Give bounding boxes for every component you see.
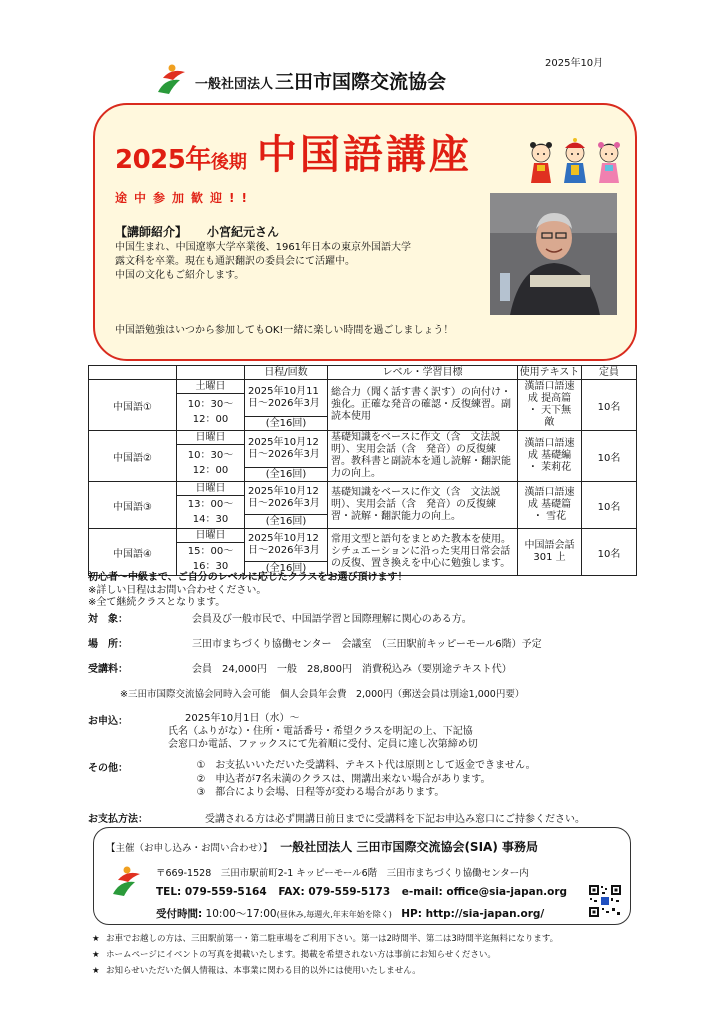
class-dates <box>245 482 328 515</box>
org-logo-icon <box>110 864 144 898</box>
time-start: 10：30～ <box>187 399 234 410</box>
class-name: 中国語② <box>89 431 177 482</box>
time-start: 13：00～ <box>187 499 234 510</box>
class-textbook <box>518 529 582 576</box>
contact-org: 一般社団法人 三田市国際交流協会(SIA) 事務局 <box>280 840 538 854</box>
other-item <box>190 759 536 773</box>
bio-line: 中国の文化もご紹介します。 <box>115 270 245 281</box>
class-level: 総合力（聞く話す書く訳す）の向付け・強化。正確な発音の確認・反復練習。副読本使用 <box>328 380 518 431</box>
other-label: その他： <box>88 763 128 774</box>
apply-row <box>88 712 128 727</box>
time-end: 12：00 <box>192 465 229 476</box>
fee-value-wrap <box>192 660 512 675</box>
fee-value: 会員 24,000円 一般 28,800円 消費税込み（要別途テキスト代） <box>192 664 512 675</box>
textbook-line: 漢語口語速 <box>524 438 575 449</box>
class-count: (全16回) <box>245 562 328 576</box>
note-schedule: ※詳しい日程はお問い合わせください。 <box>88 584 267 596</box>
class-day: 日曜日 <box>177 431 245 445</box>
target-value-wrap <box>192 610 472 625</box>
item-number: ② <box>196 773 206 785</box>
contact-tel: TEL: 079-559-5164 <box>156 886 267 898</box>
class-day: 日曜日 <box>177 529 245 543</box>
apply-date: 2025年10月1日（水）～ <box>185 713 300 724</box>
class-dates <box>245 529 328 562</box>
org-logo-icon <box>155 62 189 96</box>
textbook-line: 敵 <box>544 417 555 428</box>
class-level: 常用文型と語句をまとめた教本を使用。シチュエーションに沿った実用日常会話の反復、置き換えを中心に勉強します。 <box>328 529 518 576</box>
date-start: 2025年10月12 <box>248 437 319 448</box>
instructor-label: 【講師紹介】 <box>115 225 188 239</box>
footer-note <box>92 931 558 947</box>
join-welcome-text: 途中参加歓迎!! <box>115 191 254 205</box>
title-main: 中国語講座 <box>256 132 472 178</box>
class-count: (全16回) <box>245 468 328 482</box>
qr-code-icon[interactable] <box>588 884 622 918</box>
membership-note: ※三田市国際交流協会同時入会可能 個人会員年会費 2,000円（郵送会員は別途1,000円要） <box>120 689 525 700</box>
textbook-line: 成 基礎篇 <box>527 499 572 510</box>
textbook-line: 成 基礎編 <box>527 450 572 461</box>
textbook-line: ・ 雪花 <box>532 511 567 522</box>
class-capacity: 10名 <box>582 380 637 431</box>
class-dates <box>245 431 328 468</box>
time-end: 12：00 <box>192 414 229 425</box>
class-dates <box>245 380 328 417</box>
star-icon: ★ <box>92 934 100 944</box>
class-time <box>177 394 245 431</box>
footer-text: お知らせいただいた個人情報は、本事業に関わる目的以外には使用いたしません。 <box>106 966 421 976</box>
class-textbook <box>518 380 582 431</box>
issue-date: 2025年10月 <box>545 58 604 69</box>
textbook-line: 中国語会話 <box>524 540 575 551</box>
contact-hours-line <box>156 906 544 921</box>
table-row <box>89 482 637 496</box>
bio-line: 露文科を卒業。現在も通訳翻訳の委員会にて活躍中。 <box>115 256 355 267</box>
chinese-kids-illustration <box>525 135 625 187</box>
contact-phone-line <box>156 886 575 898</box>
table-header-cell: レベル・学習目標 <box>328 366 518 380</box>
class-day: 土曜日 <box>177 380 245 394</box>
fee-label: 受講料： <box>88 664 128 675</box>
textbook-line: ・ 茉莉花 <box>527 462 572 473</box>
table-header-cell: 定員 <box>582 366 637 380</box>
item-text: 申込者が7名未満のクラスは、開講出来ない場合があります。 <box>215 773 491 785</box>
contact-box <box>93 827 631 925</box>
class-day: 日曜日 <box>177 482 245 496</box>
target-row <box>88 610 128 625</box>
textbook-line: 成 提高篇 <box>527 393 572 404</box>
contact-email[interactable]: e-mail: office@sia-japan.org <box>401 886 568 898</box>
class-count: (全16回) <box>245 515 328 529</box>
class-level: 基礎知識をベースに作文（含 文法説明）、実用会話（含 発音）の反復練習。教科書と副読本を通し読解・翻訳能力の向上。 <box>328 431 518 482</box>
class-textbook <box>518 482 582 529</box>
footer-note <box>92 963 558 979</box>
table-header-cell <box>89 366 177 380</box>
title-year: 2025年 <box>115 145 211 175</box>
membership-note-wrap <box>120 686 524 700</box>
instructor-photo <box>490 193 617 315</box>
date-end: 日～2026年3月 <box>248 449 320 460</box>
class-capacity: 10名 <box>582 431 637 482</box>
table-row <box>89 431 637 445</box>
class-textbook <box>518 431 582 482</box>
textbook-line: 漢語口語速 <box>524 487 575 498</box>
time-end: 14：30 <box>192 514 229 525</box>
org-header <box>155 62 446 96</box>
schedule-table <box>88 365 637 576</box>
textbook-line: 301 上 <box>533 552 566 563</box>
time-start: 15：00～ <box>187 546 234 557</box>
table-header-cell: 日程/回数 <box>245 366 328 380</box>
table-header-row <box>89 366 637 380</box>
table-row <box>89 380 637 394</box>
table-header-cell: 使用テキスト <box>518 366 582 380</box>
date-start: 2025年10月11 <box>248 386 319 397</box>
footer-notes <box>92 931 558 979</box>
bio-line: 中国生まれ、中国遼寧大学卒業後、1961年日本の東京外国語大学 <box>115 242 412 253</box>
apply-details <box>185 712 300 725</box>
time-start: 10：30～ <box>187 450 234 461</box>
textbook-line: 漢語口語速 <box>524 381 575 392</box>
title-period: 後期 <box>210 152 247 173</box>
table-row <box>89 529 637 543</box>
date-end: 日～2026年3月 <box>248 498 320 509</box>
payment-row <box>88 810 148 825</box>
contact-address: 〒669-1528 三田市駅前町2-1 キッピーモール6階 三田市まちづくり協働センター内 <box>156 868 529 879</box>
target-label: 対 象： <box>88 614 128 625</box>
venue-value: 三田市まちづくり協働センター 会議室 （三田駅前キッピーモール6階）予定 <box>192 639 542 650</box>
venue-row <box>88 635 128 650</box>
course-banner <box>93 103 637 361</box>
fee-row <box>88 660 128 675</box>
item-text: お支払いいただいた受講料、テキスト代は原則として返金できません。 <box>215 760 536 771</box>
class-capacity: 10名 <box>582 529 637 576</box>
footer-text: ホームページにイベントの写真を掲載いたします。掲載を希望されない方は事前にお知らせください。 <box>106 950 496 960</box>
instructor-name: 小宮紀元さん <box>207 225 280 239</box>
class-time <box>177 543 245 576</box>
org-name: 三田市国際交流協会 <box>275 71 447 93</box>
class-name: 中国語③ <box>89 482 177 529</box>
hours-label: 受付時間: <box>156 908 203 920</box>
other-list <box>190 759 536 800</box>
apply-label: お申込： <box>88 716 128 727</box>
hours-note: (昼休み,毎週火,年末年始を除く) <box>276 910 392 919</box>
date-end: 日～2026年3月 <box>248 398 320 409</box>
payment-label: お支払方法： <box>88 814 148 825</box>
apply-line: 会窓口か電話、ファックスにて先着順に受付、定員に達し次第締め切 <box>168 739 478 750</box>
class-level: 基礎知識をベースに作文（含 文法説明）、実用会話（含 発音）の反復練習・読解・翻訳能力の向上。 <box>328 482 518 529</box>
other-item <box>190 786 536 800</box>
table-header-cell <box>177 366 245 380</box>
date-end: 日～2026年3月 <box>248 545 320 556</box>
other-row <box>88 759 128 774</box>
apply-method <box>168 725 478 751</box>
venue-label: 場 所： <box>88 639 128 650</box>
class-name: 中国語① <box>89 380 177 431</box>
footer-note <box>92 947 558 963</box>
course-title <box>115 123 472 180</box>
contact-heading-note: 【主催（お申し込み・お問い合わせ）】 <box>106 843 273 854</box>
item-number: ① <box>196 760 206 771</box>
apply-line: 氏名（ふりがな）・住所・電話番号・希望クラスを明記の上、下記協 <box>168 726 473 737</box>
star-icon: ★ <box>92 966 100 976</box>
time-end: 16：30 <box>192 561 229 572</box>
homepage-link[interactable]: HP: http://sia-japan.org/ <box>401 908 545 920</box>
contact-heading <box>106 838 538 855</box>
star-icon: ★ <box>92 950 100 960</box>
org-prefix: 一般社団法人 <box>195 77 274 92</box>
date-start: 2025年10月12 <box>248 533 319 544</box>
welcome-message: 中国語勉強はいつから参加してもOK!一緒に楽しい時間を過ごしましょう！ <box>115 325 454 336</box>
class-capacity: 10名 <box>582 482 637 529</box>
note-continuing: ※全て継続クラスとなります。 <box>88 597 226 608</box>
class-time <box>177 496 245 529</box>
class-notes <box>88 572 408 610</box>
item-text: 都合により会場、日程等が変わる場合があります。 <box>215 787 445 798</box>
target-value: 会員及び一般市民で、中国語学習と国際理解に関心のある方。 <box>192 614 472 625</box>
item-number: ③ <box>196 787 206 798</box>
instructor-bio <box>115 241 485 283</box>
other-item <box>190 773 536 787</box>
note-level: 初心者～中級まで、ご自分のレベルに応じたクラスをお選び頂けます！ <box>88 572 408 583</box>
venue-value-wrap <box>192 635 542 650</box>
class-name: 中国語④ <box>89 529 177 576</box>
hours-value: 10:00～17:00 <box>205 908 277 920</box>
payment-value-wrap <box>205 810 585 825</box>
instructor-heading <box>115 223 279 240</box>
class-time <box>177 445 245 482</box>
payment-value: 受講される方は必ず開講日前日までに受講料を下記お申込み窓口にご持参ください。 <box>205 814 585 825</box>
contact-fax: FAX: 079-559-5173 <box>278 886 391 898</box>
date-start: 2025年10月12 <box>248 486 319 497</box>
class-count: (全16回) <box>245 417 328 431</box>
footer-text: お車でお越しの方は、三田駅前第一・第二駐車場をご利用下さい。第一は2時間半、第二は3時間半迄無料になります。 <box>106 934 559 944</box>
textbook-line: ・ 天下無 <box>527 405 572 416</box>
